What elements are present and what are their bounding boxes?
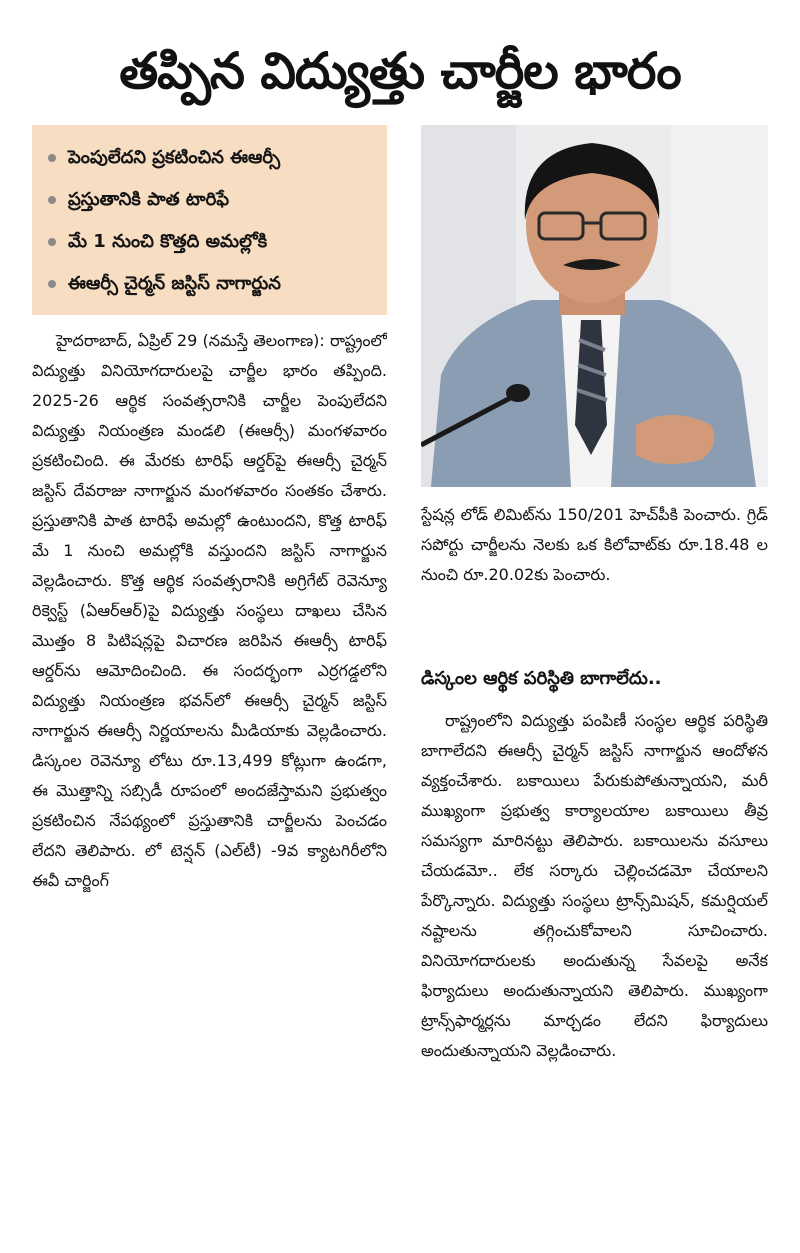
article-column-right-bottom bbox=[421, 706, 768, 1231]
bullet-icon bbox=[48, 238, 56, 246]
headline: తప్పిన విద్యుత్తు చార్జీల భారం bbox=[119, 42, 681, 100]
article-paragraph: రాష్ట్రంలోని విద్యుత్తు పంపిణీ సంస్థల ఆర్థిక పరిస్థితి బాగాలేదని ఈఆర్సీ చైర్మన్ జస్టిస్ నాగార్జున ఆందోళన వ్యక్తంచేశారు. బకాయిలు పేరుకుపోతున్నాయని, మరీ ముఖ్యంగా ప్రభుత్వ కార్యాలయాల బకాయిలు తీవ్ర సమస్యగా మారినట్టు తెలిపారు. బకాయిలను వసూలు చేయడమో.. లేక సర్కారు చెల్లించడమో చేయాలని పేర్కొన్నారు. విద్యుత్తు సంస్థలు ట్రాన్స్‌మిషన్, కమర్షియల్ నష్టాలను తగ్గించుకోవాలని సూచించారు. వినియోగదారులకు అందుతున్న సేవలపై అనేక ఫిర్యాదులు అందుతున్నాయని తెలిపారు. ముఖ్యంగా ట్రాన్స్‌ఫార్మర్లను మార్చడం లేదని ఫిర్యాదులు అందుతున్నాయని వెల్లడించారు. bbox=[421, 711, 768, 1060]
highlight-item: మే 1 నుంచి కొత్తది అమల్లోకి bbox=[48, 221, 379, 263]
highlight-item: ప్రస్తుతానికి పాత టారిఫే bbox=[48, 179, 379, 221]
bullet-icon bbox=[48, 196, 56, 204]
article-photo bbox=[421, 125, 768, 487]
person-photo-icon bbox=[421, 125, 768, 487]
bullet-icon bbox=[48, 154, 56, 162]
article-paragraph: హైదరాబాద్, ఏప్రిల్ 29 (నమస్తే తెలంగాణ): రాష్ట్రంలో విద్యుత్తు వినియోగదారులపై చార్జీల భారం తప్పింది. 2025-26 ఆర్థిక సంవత్సరానికి చార్జీల పెంపులేదని విద్యుత్తు నియంత్రణ మండలి (ఈఆర్సీ) మంగళవారం ప్రకటించింది. ఈ మేరకు టారిఫ్ ఆర్డర్‌పై ఈఆర్సీ చైర్మన్ జస్టిస్ దేవరాజు నాగార్జున మంగళవారం సంతకం చేశారు. ప్రస్తుతానికి పాత టారిఫే అమల్లో ఉంటుందని, కొత్త టారిఫ్ మే 1 నుంచి అమల్లోకి వస్తుందని జస్టిస్ నాగార్జున వెల్లడించారు. కొత్త ఆర్థిక సంవత్సరానికి అగ్రిగేట్ రెవెన్యూ రిక్వెస్ట్ (ఏఆర్ఆర్)పై విద్యుత్తు సంస్థలు దాఖలు చేసిన మొత్తం 8 పిటిషన్లపై విచారణ జరిపిన ఈఆర్సీ టారిఫ్ ఆర్డర్‌ను ఆమోదించింది. ఈ సందర్భంగా ఎర్రగడ్డలోని విద్యుత్తు నియంత్రణ భవన్‌లో ఈఆర్సీ చైర్మన్ జస్టిస్ నాగార్జున ఈఆర్సీ నిర్ణయాలను మీడియాకు వెల్లడించారు. డిస్కంల రెవెన్యూ లోటు రూ.13,499 కోట్లుగా ఉండగా, ఈ మొత్తాన్ని సబ్సిడీ రూపంలో అందజేస్తామని ప్రభుత్వం ప్రకటించిన నేపథ్యంలో ప్రస్తుతానికి చార్జీలను పెంచడం లేదని తెలిపారు. లో టెన్షన్ (ఎల్‌టీ) -9వ క్యాటగిరీలోని ఈవీ చార్జింగ్ bbox=[32, 331, 387, 890]
article-paragraph: స్టేషన్ల లోడ్ లిమిట్‌ను 150/201 హెచ్‌పీకి పెంచారు. గ్రిడ్ సపోర్టు చార్జీలను నెలకు ఒక కిలోవాట్‌కు రూ.18.48 ల నుంచి రూ.20.02కు పెంచారు. bbox=[421, 505, 768, 584]
article-column-left bbox=[32, 326, 387, 1231]
highlight-item: ఈఆర్సీ చైర్మన్ జస్టిస్ నాగార్జున bbox=[48, 263, 379, 305]
highlights-box bbox=[32, 125, 387, 315]
bullet-icon bbox=[48, 280, 56, 288]
article-subheading: డిస్కంల ఆర్థిక పరిస్థితి బాగాలేదు.. bbox=[421, 668, 662, 689]
article-column-right-top bbox=[421, 500, 768, 645]
highlight-item: పెంపులేదని ప్రకటించిన ఈఆర్సీ bbox=[48, 137, 379, 179]
